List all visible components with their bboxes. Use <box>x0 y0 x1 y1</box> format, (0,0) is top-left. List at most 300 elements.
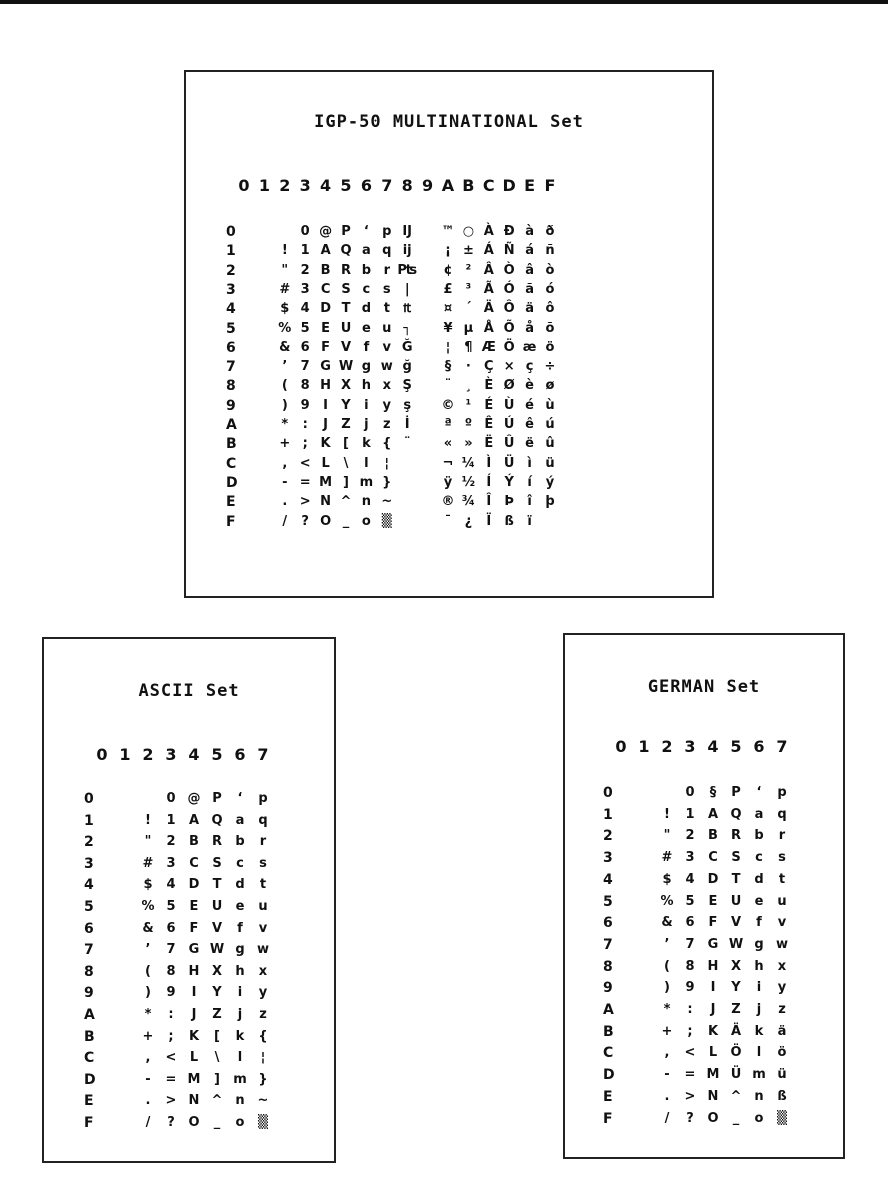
character-cell: Z <box>212 1007 222 1022</box>
character-cell: ý <box>545 474 555 490</box>
character-cell: Ë <box>484 436 494 452</box>
character-cell: y <box>777 980 787 996</box>
character-cell: Ä <box>483 301 494 317</box>
character-cell: 0 <box>685 785 695 800</box>
character-cell: 7 <box>300 359 310 375</box>
character-cell: ] <box>343 474 349 490</box>
column-header: 5 <box>340 176 352 195</box>
character-cell: v <box>777 915 787 931</box>
character-cell: m <box>233 1071 247 1087</box>
character-cell: j <box>756 1002 762 1017</box>
character-cell: w <box>256 942 269 958</box>
character-cell: F <box>189 920 199 936</box>
character-cell: g <box>235 942 245 958</box>
character-cell: y <box>258 985 268 1001</box>
character-cell: T <box>341 301 351 317</box>
character-cell: Y <box>731 980 741 996</box>
character-cell: º <box>464 417 473 432</box>
row-label: 7 <box>84 942 94 959</box>
character-cell: Y <box>341 397 351 413</box>
character-cell: Ü <box>503 455 515 471</box>
row-label: 5 <box>84 899 94 915</box>
character-cell: ¦ <box>260 1050 266 1066</box>
character-cell: " <box>144 834 152 850</box>
character-cell: I <box>710 980 716 996</box>
character-cell: - <box>145 1071 151 1087</box>
character-cell: ‘ <box>363 224 369 239</box>
character-cell: Î <box>486 494 492 510</box>
character-cell: à <box>525 224 534 239</box>
character-cell: I <box>191 985 197 1001</box>
character-cell: Õ <box>503 320 515 336</box>
character-cell: å <box>525 320 534 336</box>
character-cell: , <box>664 1045 670 1061</box>
character-cell: t <box>259 877 267 893</box>
character-cell: s <box>259 855 267 871</box>
character-cell: l <box>237 1050 243 1066</box>
panel-title: IGP-50 MULTINATIONAL Set <box>314 112 584 132</box>
row-label: 8 <box>226 378 236 395</box>
character-cell: G <box>707 936 719 952</box>
character-cell: a <box>754 806 764 822</box>
row-label: 2 <box>84 834 94 851</box>
character-cell: _ <box>342 513 350 529</box>
character-cell: ] <box>214 1071 220 1087</box>
character-cell: Ä <box>730 1023 742 1039</box>
character-cell: v <box>258 920 268 936</box>
character-cell: ã <box>525 281 534 297</box>
character-cell: t <box>778 871 786 887</box>
character-cell: ñ <box>545 243 555 259</box>
character-cell: Ï <box>486 513 492 529</box>
column-header: 4 <box>707 737 719 756</box>
character-cell: P <box>212 791 222 806</box>
character-cell: Â <box>483 262 494 278</box>
character-cell: ; <box>302 436 308 452</box>
character-cell: v <box>382 339 392 355</box>
character-cell: : <box>687 1002 693 1017</box>
character-cell: f <box>756 915 762 931</box>
character-cell: * <box>144 1007 152 1022</box>
german-set-panel <box>563 633 845 1159</box>
character-cell: 1 <box>300 243 310 259</box>
character-cell: h <box>754 958 764 974</box>
column-header: 5 <box>730 737 742 756</box>
character-cell: İ <box>404 417 410 432</box>
character-cell: 4 <box>300 301 310 317</box>
row-label: F <box>603 1110 613 1127</box>
character-cell: æ <box>522 339 537 355</box>
character-cell: U <box>211 899 223 914</box>
character-cell: l <box>756 1045 762 1061</box>
character-cell: - <box>282 474 288 490</box>
character-cell: l <box>364 455 369 471</box>
character-cell: D <box>188 877 200 893</box>
character-cell: % <box>141 899 155 914</box>
column-header: 8 <box>401 176 413 195</box>
column-header: 7 <box>381 176 393 195</box>
character-cell: b <box>361 262 372 278</box>
column-header: 1 <box>258 176 270 195</box>
character-cell: ½ <box>461 474 476 490</box>
character-cell: ’ <box>145 942 151 958</box>
column-header: 2 <box>279 176 291 195</box>
character-cell: § <box>709 785 717 800</box>
column-header: B <box>462 176 475 195</box>
character-cell: ’ <box>282 359 288 375</box>
character-cell: ì <box>527 455 532 471</box>
character-cell: B <box>189 834 199 850</box>
character-cell: 6 <box>300 339 310 355</box>
character-cell: d <box>235 877 245 893</box>
character-cell: 3 <box>300 281 310 297</box>
character-cell: a <box>235 812 245 828</box>
character-cell: m <box>752 1067 766 1083</box>
character-cell: ê <box>525 417 534 432</box>
character-cell: P <box>341 224 351 239</box>
character-cell: ä <box>777 1023 787 1039</box>
character-cell: ^ <box>211 1093 223 1109</box>
column-header: 0 <box>615 737 627 756</box>
character-cell: n <box>754 1088 764 1104</box>
character-cell: 6 <box>166 920 176 936</box>
character-cell: i <box>237 985 243 1001</box>
character-cell: ) <box>281 397 288 413</box>
character-cell: R <box>211 834 222 850</box>
column-header: 3 <box>299 176 311 195</box>
row-label: 2 <box>226 262 236 279</box>
character-cell: î <box>527 494 532 510</box>
character-cell: ç <box>525 359 534 375</box>
character-cell: @ <box>319 224 333 239</box>
character-cell: ; <box>168 1028 174 1044</box>
column-header: 0 <box>238 176 250 195</box>
character-cell: ¡ <box>445 243 451 259</box>
character-cell: # <box>142 855 154 871</box>
character-cell: G <box>188 942 200 958</box>
character-cell: j <box>237 1007 243 1022</box>
character-cell: C <box>320 281 331 297</box>
character-cell: _ <box>732 1110 740 1126</box>
character-cell: ä <box>525 301 534 317</box>
character-cell: $ <box>280 301 290 317</box>
character-cell: M <box>187 1071 201 1087</box>
character-cell: ³ <box>465 281 472 297</box>
character-cell: . <box>282 494 288 510</box>
character-cell: V <box>340 339 352 355</box>
character-cell: & <box>142 920 154 936</box>
character-cell: ▒ <box>258 1115 268 1130</box>
character-cell: é <box>525 397 534 413</box>
character-cell: ú <box>545 417 555 432</box>
character-cell: 7 <box>685 936 695 952</box>
character-cell: , <box>282 455 288 471</box>
ascii-set-panel <box>42 637 336 1163</box>
row-label: 9 <box>226 397 236 414</box>
character-cell: 8 <box>166 963 176 979</box>
character-cell: M <box>319 474 333 490</box>
character-cell: F <box>321 339 331 355</box>
character-cell: c <box>755 850 763 866</box>
character-cell: $ <box>143 877 153 893</box>
character-cell: 8 <box>685 958 695 974</box>
character-cell: G <box>320 359 331 375</box>
character-cell: = <box>684 1067 696 1083</box>
character-cell: n <box>361 494 372 510</box>
character-cell: ¿ <box>464 513 473 529</box>
character-cell: 5 <box>685 893 695 909</box>
row-label: 3 <box>84 855 94 872</box>
character-cell: Ö <box>503 339 515 355</box>
character-cell: í <box>527 474 532 490</box>
character-cell: & <box>279 339 291 355</box>
character-cell: Ã <box>483 281 494 297</box>
row-label: 7 <box>226 359 236 376</box>
character-cell: b <box>235 834 245 850</box>
character-cell: f <box>237 920 243 936</box>
character-cell: m <box>359 474 374 490</box>
row-label: 4 <box>84 877 94 894</box>
character-cell: u <box>777 893 787 909</box>
character-cell: X <box>211 963 223 979</box>
character-cell: H <box>320 378 332 394</box>
character-cell: u <box>382 320 392 336</box>
character-cell: o <box>361 513 371 529</box>
character-cell: ! <box>664 806 670 822</box>
character-cell: = <box>299 474 311 490</box>
character-cell: ² <box>465 262 472 278</box>
character-cell: ö <box>777 1045 787 1061</box>
character-cell: È <box>484 378 494 394</box>
character-cell: ? <box>686 1110 694 1126</box>
character-cell: ¥ <box>443 320 453 336</box>
character-cell: ø <box>545 378 555 394</box>
character-cell: ) <box>145 985 151 1001</box>
character-cell: k <box>235 1028 245 1044</box>
character-cell: U <box>730 893 742 909</box>
character-cell: O <box>320 513 332 529</box>
character-cell: c <box>362 281 371 297</box>
character-cell: U <box>340 320 352 336</box>
character-cell: + <box>279 436 291 452</box>
character-cell: ´ <box>465 301 472 317</box>
character-cell: 2 <box>166 834 176 850</box>
character-cell: \ <box>214 1050 220 1066</box>
character-cell: ’ <box>664 936 670 952</box>
character-cell: + <box>142 1028 154 1044</box>
row-label: 6 <box>84 920 94 937</box>
character-cell: Ù <box>503 397 515 413</box>
row-label: 7 <box>603 936 613 953</box>
row-label: A <box>226 417 237 433</box>
character-cell: W <box>728 936 744 952</box>
row-label: 8 <box>84 963 94 980</box>
character-cell: 5 <box>300 320 310 336</box>
character-cell: 0 <box>300 224 310 239</box>
character-cell: . <box>664 1088 670 1104</box>
character-cell: ┐ <box>403 320 412 336</box>
character-cell: P <box>731 785 741 800</box>
character-cell: q <box>777 806 787 822</box>
row-label: C <box>603 1045 614 1062</box>
character-cell: 9 <box>166 985 176 1001</box>
column-header: 0 <box>96 745 108 764</box>
character-cell: n <box>235 1093 245 1109</box>
character-cell: K <box>707 1023 719 1039</box>
character-cell: ¦ <box>384 455 390 471</box>
character-cell: R <box>340 262 351 278</box>
row-label: C <box>226 455 237 472</box>
character-cell: Ö <box>730 1045 742 1061</box>
row-label: 3 <box>603 850 613 867</box>
row-label: 1 <box>226 243 236 260</box>
character-cell: A <box>707 806 719 822</box>
character-cell: F <box>708 915 718 931</box>
character-cell: L <box>708 1045 718 1061</box>
row-label: 8 <box>603 958 613 975</box>
character-cell: 3 <box>685 850 695 866</box>
character-cell: d <box>754 871 764 887</box>
character-cell: þ <box>545 494 555 510</box>
character-cell: ò <box>545 262 555 278</box>
character-cell: # <box>661 850 673 866</box>
character-cell: q <box>382 243 392 259</box>
character-cell: A <box>320 243 331 259</box>
character-cell: ô <box>545 301 555 317</box>
character-cell: B <box>320 262 331 278</box>
character-cell: Ø <box>503 378 515 394</box>
column-header: 4 <box>320 176 332 195</box>
character-cell: Ş <box>402 378 412 394</box>
character-cell: * <box>281 417 289 432</box>
character-cell: = <box>165 1071 177 1087</box>
row-label: 1 <box>603 806 613 823</box>
character-cell: 1 <box>166 812 176 828</box>
character-cell: { <box>382 436 392 452</box>
character-cell: C <box>708 850 718 866</box>
row-label: C <box>84 1050 95 1067</box>
character-cell: 4 <box>166 877 176 893</box>
character-cell: ð <box>545 224 555 239</box>
character-cell: á <box>525 243 534 259</box>
character-cell: S <box>341 281 351 297</box>
character-cell: z <box>383 417 391 432</box>
character-cell: / <box>664 1110 670 1126</box>
character-cell: e <box>754 893 764 909</box>
character-cell: _ <box>213 1115 221 1130</box>
column-header: 9 <box>422 176 434 195</box>
row-label: F <box>84 1115 94 1131</box>
character-cell: Ó <box>503 281 515 297</box>
character-cell: Å <box>483 320 494 336</box>
character-cell: V <box>211 920 223 936</box>
character-cell: r <box>383 262 390 278</box>
multinational-set-panel <box>184 70 714 598</box>
character-cell: Z <box>341 417 351 432</box>
character-cell: [ <box>343 436 349 452</box>
character-cell: { <box>258 1028 268 1044</box>
panel-title: ASCII Set <box>138 681 240 701</box>
character-cell: N <box>188 1093 200 1109</box>
column-header: 2 <box>142 745 154 764</box>
column-header: 7 <box>257 745 269 764</box>
character-cell: X <box>340 378 352 394</box>
character-cell: B <box>708 828 718 844</box>
character-cell: @ <box>187 791 201 806</box>
row-label: 1 <box>84 812 94 829</box>
character-cell: i <box>756 980 762 996</box>
character-cell: 6 <box>685 915 695 931</box>
character-cell: ij <box>402 243 412 259</box>
character-cell: A <box>188 812 200 828</box>
character-cell: | <box>404 281 410 297</box>
character-cell: ¨ <box>444 378 452 394</box>
character-cell: ( <box>664 958 670 974</box>
character-cell: X <box>730 958 742 974</box>
column-header: 7 <box>776 737 788 756</box>
character-cell: ß <box>504 513 514 529</box>
character-cell: } <box>382 474 392 490</box>
character-cell: C <box>189 855 199 871</box>
character-cell: I <box>323 397 329 413</box>
character-cell: u <box>258 899 268 914</box>
character-cell: / <box>145 1115 151 1130</box>
character-cell: L <box>321 455 330 471</box>
row-label: D <box>226 474 238 491</box>
character-cell: > <box>299 494 311 510</box>
character-cell: ; <box>687 1023 693 1039</box>
character-cell: Ì <box>486 455 492 471</box>
character-cell: Ò <box>503 262 515 278</box>
row-label: 9 <box>603 980 613 997</box>
character-cell: µ <box>463 320 474 336</box>
column-header: F <box>544 176 556 195</box>
character-cell: 2 <box>685 828 695 844</box>
character-cell: Ú <box>503 417 515 432</box>
column-header: E <box>524 176 536 195</box>
character-cell: N <box>320 494 332 510</box>
character-cell: ₧ <box>397 262 418 278</box>
character-cell: ª <box>444 417 452 432</box>
character-cell: ¤ <box>443 301 453 317</box>
character-cell: t <box>383 301 390 317</box>
character-cell: ó <box>545 281 555 297</box>
character-cell: ^ <box>340 494 352 510</box>
character-cell: â <box>525 262 534 278</box>
column-header: C <box>482 176 495 195</box>
character-cell: ± <box>462 243 474 259</box>
character-cell: ! <box>145 812 151 828</box>
character-cell: " <box>663 828 671 844</box>
character-cell: ? <box>301 513 309 529</box>
character-cell: × <box>503 359 515 375</box>
character-cell: k <box>362 436 371 452</box>
character-cell: g <box>361 359 372 375</box>
character-cell: w <box>380 359 393 375</box>
character-cell: « <box>443 436 453 452</box>
character-cell: ? <box>167 1115 175 1130</box>
character-cell: E <box>321 320 331 336</box>
character-cell: p <box>382 224 392 239</box>
character-cell: > <box>684 1088 696 1104</box>
column-header: D <box>502 176 516 195</box>
character-cell: s <box>382 281 391 297</box>
character-cell: > <box>165 1093 177 1109</box>
character-cell: £ <box>443 281 453 297</box>
row-label: F <box>226 513 236 530</box>
character-cell: Á <box>483 243 494 259</box>
character-cell: T <box>731 871 741 887</box>
